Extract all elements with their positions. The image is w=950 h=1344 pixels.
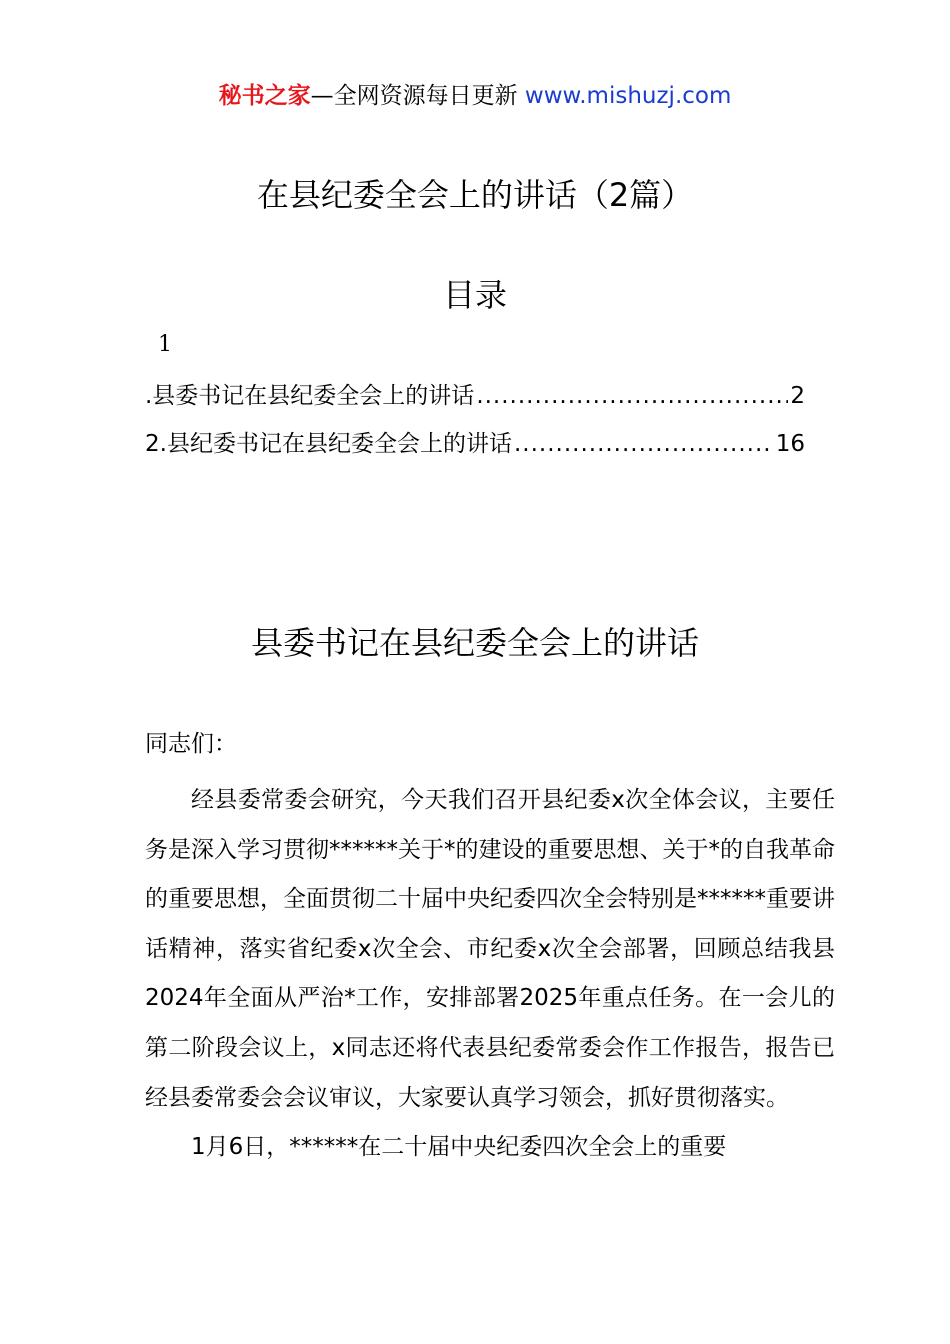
site-url-link[interactable]: www.mishuzj.com — [524, 83, 732, 109]
site-header — [0, 80, 950, 112]
toc-number: 1 — [158, 332, 172, 357]
toc-leader-dots — [476, 380, 788, 412]
toc-entry[interactable] — [145, 428, 805, 460]
toc-entry-label: .县委书记在县纪委全会上的讲话 — [145, 383, 475, 409]
toc-entry-page: 2 — [790, 383, 805, 409]
toc-heading: 目录 — [442, 276, 507, 314]
document-title: 在县纪委全会上的讲话（2篇） — [256, 176, 694, 214]
toc-leader-dots — [514, 428, 774, 460]
body-text — [145, 776, 835, 1173]
paragraph: 1月6日，******在二十届中央纪委四次全会上的重要 — [191, 1134, 727, 1161]
toc-entry[interactable] — [145, 380, 805, 412]
toc-entry-label: 2.县纪委书记在县纪委全会上的讲话 — [145, 431, 512, 457]
greeting: 同志们： — [145, 731, 237, 757]
paragraph: 经县委常委会研究，今天我们召开县纪委x次全体会议，主要任务是深入学习贯彻******关于*的建设的重要思想、关于*的自我革命的重要思想，全面贯彻二十届中央纪委四次全会特别是******重要讲话精神，落实省纪委x次全会、市纪委x次全会部署，回顾总结我县2024年全面从严治*工作，安排部署2025年重点任务。在一会儿的第二阶段会议上，x同志还将代表县纪委常委会作工作报告，报告已经县委常委会会议审议，大家要认真学习领会，抓好贯彻落实。 — [145, 787, 835, 1111]
brand-name: 秘书之家 — [218, 83, 311, 109]
toc-entry-page: 16 — [775, 431, 805, 457]
section-title: 县委书记在县纪委全会上的讲话 — [250, 624, 699, 662]
header-slogan: —全网资源每日更新 — [310, 83, 518, 109]
